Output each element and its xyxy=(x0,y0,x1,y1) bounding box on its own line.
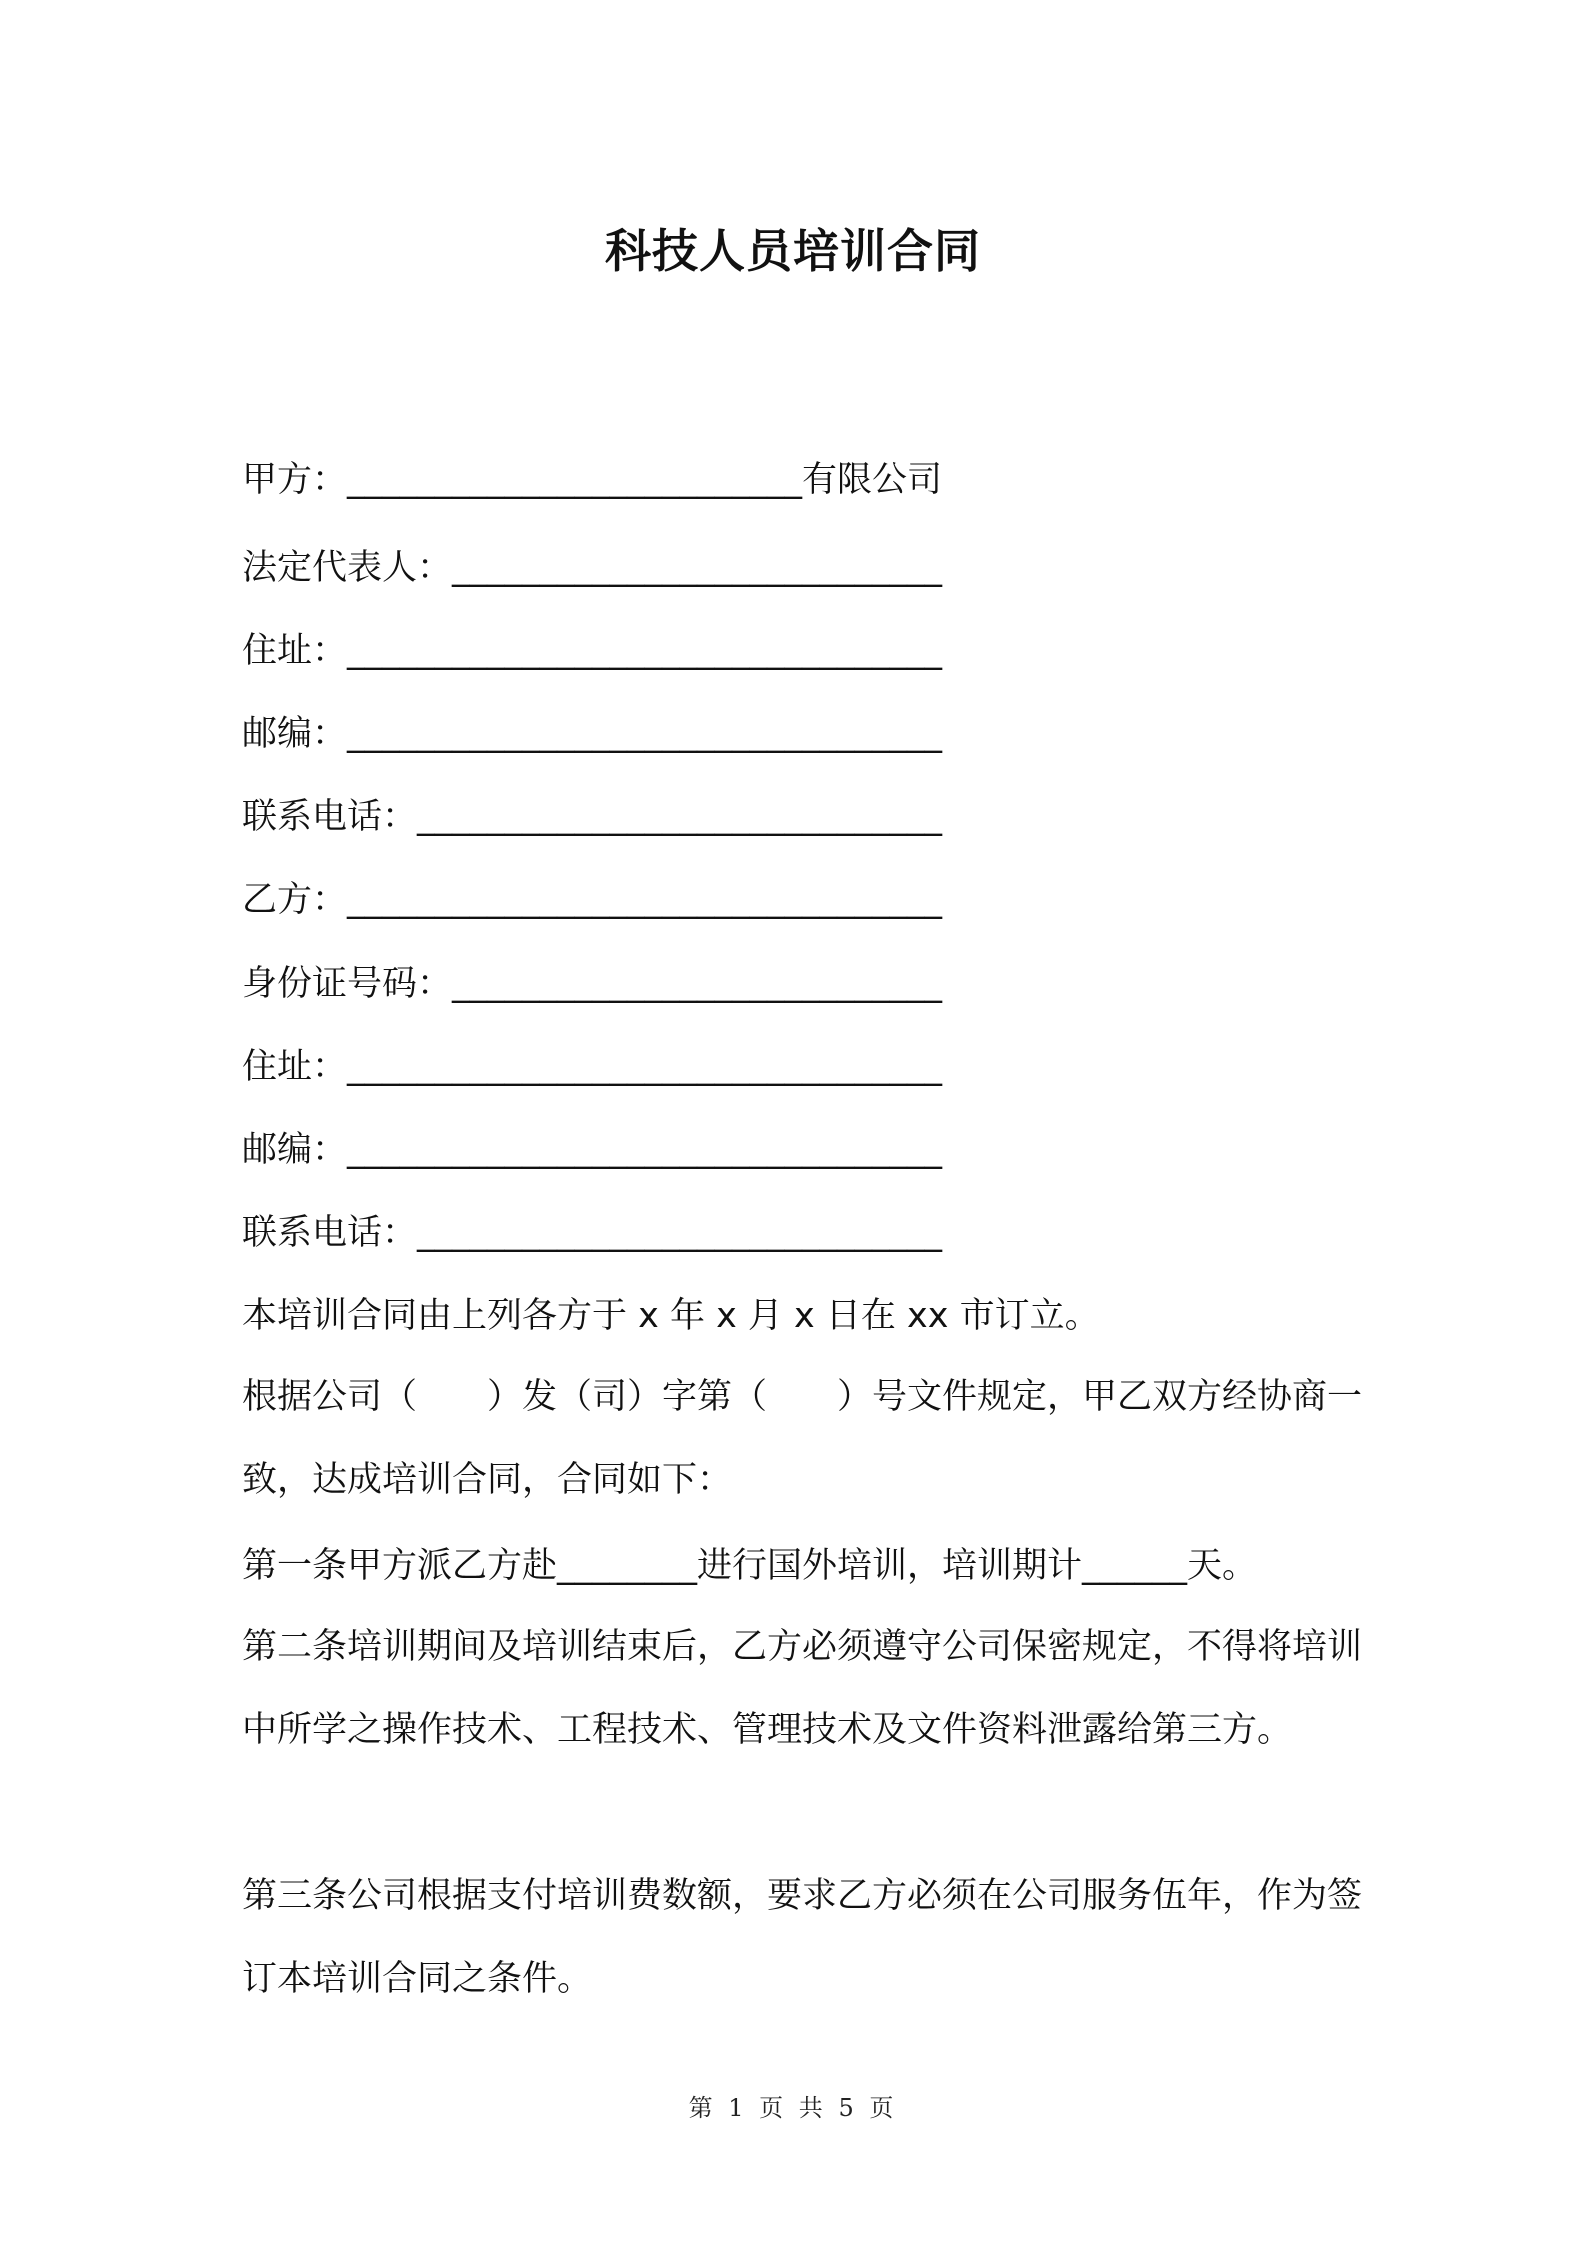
page-number: 第 1 页 共 5 页 xyxy=(688,2094,898,2122)
intro-paragraph: 本培训合同由上列各方于 x 年 x 月 x 日在 xx 市订立。 xyxy=(242,1296,1100,1336)
party-a-phone-field: 联系电话：______________________________ xyxy=(242,797,943,837)
party-a-address-field: 住址：__________________________________ xyxy=(242,631,943,671)
party-b-postcode-field: 邮编：__________________________________ xyxy=(242,1130,943,1170)
basis-paragraph: 根据公司（ ）发（司）字第（ ）号文件规定，甲乙双方经协商一致，达成培训合同，合同如下： xyxy=(242,1377,1363,1500)
party-b-field: 乙方：__________________________________ xyxy=(242,880,943,920)
article-3: 第三条公司根据支付培训费数额，要求乙方必须在公司服务伍年，作为签订本培训合同之条件。 xyxy=(242,1876,1363,1999)
party-b-address-field: 住址：__________________________________ xyxy=(242,1047,943,1087)
article-1: 第一条甲方派乙方赴________进行国外培训，培训期计______天。 xyxy=(242,1546,1258,1586)
document-title: 科技人员培训合同 xyxy=(605,224,981,278)
party-b-phone-field: 联系电话：______________________________ xyxy=(242,1213,943,1253)
legal-representative-field: 法定代表人：____________________________ xyxy=(242,548,943,588)
party-a-postcode-field: 邮编：__________________________________ xyxy=(242,714,943,754)
party-a-field: 甲方：__________________________有限公司 xyxy=(242,460,943,500)
id-number-field: 身份证号码：____________________________ xyxy=(242,964,943,1004)
article-2: 第二条培训期间及培训结束后，乙方必须遵守公司保密规定，不得将培训中所学之操作技术、工程技术、管理技术及文件资料泄露给第三方。 xyxy=(242,1627,1363,1750)
